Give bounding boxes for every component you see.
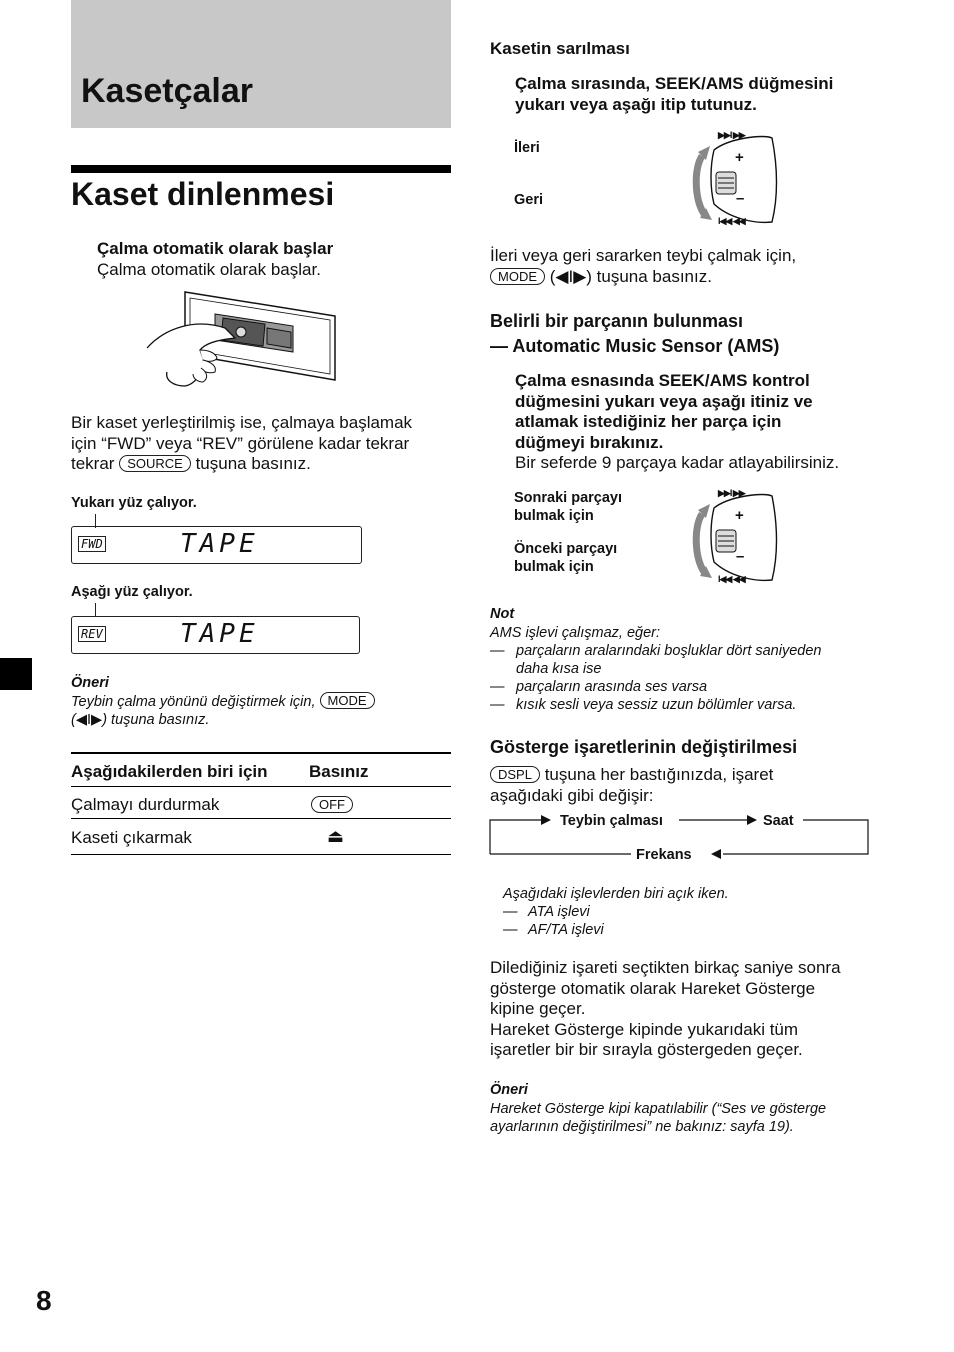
- chapter-title: Kasetçalar: [81, 72, 254, 110]
- note-item: [490, 678, 890, 696]
- wind-instr-line-1: Çalma sırasında, SEEK/AMS düğmesini: [515, 74, 834, 93]
- motion-line: Hareket Gösterge kipinde yukarıdaki tüm: [490, 1019, 799, 1039]
- table-rule: [71, 818, 451, 819]
- prev-track-label: [514, 540, 617, 576]
- dash: —: [490, 679, 505, 695]
- wind-listen-line-1: İleri veya geri sararken teybi çalmak için,: [490, 246, 797, 265]
- wind-title: Kasetin sarılması: [490, 39, 630, 58]
- table-header-action: Aşağıdakilerden biri için: [71, 762, 268, 781]
- back-label: Geri: [514, 192, 544, 208]
- fwd-caption: Yukarı yüz çalıyor.: [71, 495, 197, 511]
- flow-clock: Saat: [763, 813, 794, 829]
- play-auto-text: Çalma otomatik olarak başlar.: [97, 260, 321, 279]
- mode-key: MODE: [320, 692, 375, 709]
- ams-skip-text: Bir seferde 9 parçaya kadar atlayabilirsiniz.: [515, 453, 840, 472]
- dash: —: [503, 904, 518, 920]
- ams-instr-line: atlamak istediğiniz her parça için: [515, 412, 782, 431]
- rev-indicator: REV: [78, 626, 106, 642]
- tip-text: [490, 1100, 826, 1136]
- rev-pointer: [95, 603, 96, 617]
- tip-title: Öneri: [71, 675, 109, 691]
- tip-title: Öneri: [490, 1082, 528, 1098]
- insert-line-1: Bir kaset yerleştirilmiş ise, çalmaya başlamak: [71, 413, 413, 432]
- condition-intro: Aşağıdaki işlevlerden biri açık iken.: [503, 886, 729, 902]
- next-symbols: ▶▶I ▶▶: [718, 488, 745, 498]
- chapter-header: [71, 0, 451, 128]
- display-change-title: Gösterge işaretlerinin değiştirilmesi: [490, 737, 798, 757]
- table-bottom-rule: [71, 854, 451, 855]
- ams-title: [490, 309, 779, 359]
- page-number: 8: [36, 1285, 52, 1316]
- insert-line-3: [71, 454, 451, 475]
- condition-list: [503, 903, 604, 939]
- seek-knob-illustration: [684, 128, 784, 230]
- next-track-label: [514, 489, 622, 525]
- insert-line-3-pre: tekrar: [71, 454, 115, 473]
- condition-item-text: ATA işlevi: [528, 904, 590, 920]
- condition-item: [503, 921, 604, 939]
- prev-symbols: I◀◀ ◀◀: [718, 216, 745, 226]
- note-list: [490, 642, 890, 714]
- ams-instructions: [515, 371, 915, 474]
- fwd-indicator: FWD: [78, 536, 106, 552]
- dash: —: [503, 922, 518, 938]
- next-symbols: ▶▶I ▶▶: [718, 130, 745, 140]
- eject-icon: ⏏: [327, 826, 345, 846]
- prev-label-line-1: Önceki parçayı: [514, 541, 618, 557]
- flow-tape-play: Teybin çalması: [560, 813, 663, 829]
- insert-instructions: [71, 413, 451, 475]
- table-header-key: Basınız: [309, 762, 369, 781]
- forward-label: İleri: [514, 140, 540, 156]
- ams-instr-line: düğmesini yukarı veya aşağı itiniz ve: [515, 391, 813, 411]
- plus-icon: +: [735, 507, 744, 524]
- off-key-wrap: [311, 796, 353, 815]
- chapter-tab-marker: [0, 658, 32, 690]
- cassette-insert-illustration: [145, 288, 345, 388]
- wind-instructions: [515, 74, 833, 115]
- motion-line: Dilediğiniz işareti seçtikten birkaç saniye sonra: [490, 958, 841, 977]
- insert-line-3-post: tuşuna basınız.: [195, 454, 311, 473]
- display-tape-text: TAPE: [180, 529, 259, 559]
- tip-text-post: tuşuna basınız.: [111, 712, 210, 728]
- dspl-key: DSPL: [490, 766, 540, 783]
- flow-frequency: Frekans: [636, 847, 692, 863]
- note-item-text: kısık sesli veya sessiz uzun bölümler varsa.: [516, 697, 797, 713]
- motion-line: işaretler bir bir sırayla göstergeden geçer.: [490, 1040, 803, 1059]
- insert-line-2: için “FWD” veya “REV” görülene kadar tekrar: [71, 433, 410, 453]
- note-intro: AMS işlevi çalışmaz, eğer:: [490, 625, 661, 641]
- note-title: Not: [490, 606, 515, 622]
- section-title: Kaset dinlenmesi: [71, 176, 335, 212]
- dash: —: [490, 697, 505, 713]
- play-auto-heading: Çalma otomatik olarak başlar: [97, 239, 334, 258]
- mode-key: MODE: [490, 268, 545, 285]
- note-item-text: daha kısa ise: [516, 661, 602, 677]
- ams-instr-line: düğmeyi bırakınız.: [515, 432, 664, 452]
- seek-knob-illustration: [684, 486, 784, 588]
- motion-line: kipine geçer.: [490, 999, 586, 1018]
- table-rule: [71, 786, 451, 787]
- ams-title-line-1: Belirli bir parçanın bulunması: [490, 311, 744, 331]
- rev-caption: Aşağı yüz çalıyor.: [71, 584, 193, 600]
- condition-item-text: AF/TA işlevi: [528, 922, 604, 938]
- tip-text-pre: Teybin çalma yönünü değiştirmek için,: [71, 694, 316, 710]
- ams-instr-line: Çalma esnasında SEEK/AMS kontrol: [515, 371, 810, 390]
- display-change-line-2: aşağıdaki gibi değişir:: [490, 785, 654, 805]
- tip-text: Teybin çalma yönünü değiştirmek için, MODE (◀I▶) tuşuna basınız.: [71, 692, 451, 729]
- dash: —: [490, 643, 505, 659]
- off-key: OFF: [311, 796, 353, 813]
- note-item-text: parçaların arasında ses varsa: [516, 679, 708, 695]
- direction-symbol: ◀I▶: [75, 712, 103, 728]
- source-key: SOURCE: [119, 455, 191, 472]
- plus-icon: +: [735, 149, 744, 166]
- table-row-action: Çalmayı durdurmak: [71, 795, 220, 814]
- wind-instr-line-2: yukarı veya aşağı itip tutunuz.: [515, 94, 757, 114]
- motion-display-text: [490, 958, 910, 1061]
- wind-listen-post: tuşuna basınız.: [596, 266, 712, 286]
- display-tape-text: TAPE: [180, 619, 259, 649]
- motion-line: gösterge otomatik olarak Hareket Gösterge: [490, 978, 816, 998]
- tip-line: Hareket Gösterge kipi kapatılabilir (“Ses ve gösterge: [490, 1101, 827, 1117]
- section-rule: [71, 165, 451, 173]
- ams-title-line-2: — Automatic Music Sensor (AMS): [490, 336, 780, 356]
- minus-icon: –: [736, 190, 745, 207]
- prev-symbols: I◀◀ ◀◀: [718, 574, 745, 584]
- minus-icon: –: [736, 548, 745, 565]
- display-change-line-1: [490, 765, 910, 786]
- table-row-action: Kaseti çıkarmak: [71, 828, 192, 847]
- next-label-line-2: bulmak için: [514, 508, 594, 524]
- note-item-text: parçaların aralarındaki boşluklar dört saniyeden: [516, 643, 822, 659]
- display-change-post: tuşuna her bastığınızda, işaret: [544, 765, 774, 784]
- table-top-rule: [71, 752, 451, 754]
- note-item: [490, 642, 890, 678]
- wind-listen-line-2: MODE (◀I▶) tuşuna basınız.: [490, 267, 910, 288]
- condition-item: [503, 903, 604, 921]
- wind-listen-text: [490, 246, 910, 287]
- prev-label-line-2: bulmak için: [514, 559, 594, 575]
- display-change-text: [490, 765, 910, 806]
- next-label-line-1: Sonraki parçayı: [514, 490, 622, 506]
- direction-symbol: ◀I▶: [555, 266, 587, 286]
- display-rev: [71, 616, 360, 654]
- display-fwd: [71, 526, 362, 564]
- note-item: [490, 696, 890, 714]
- tip-line: ayarlarının değiştirilmesi” ne bakınız: sayfa 19).: [490, 1119, 794, 1135]
